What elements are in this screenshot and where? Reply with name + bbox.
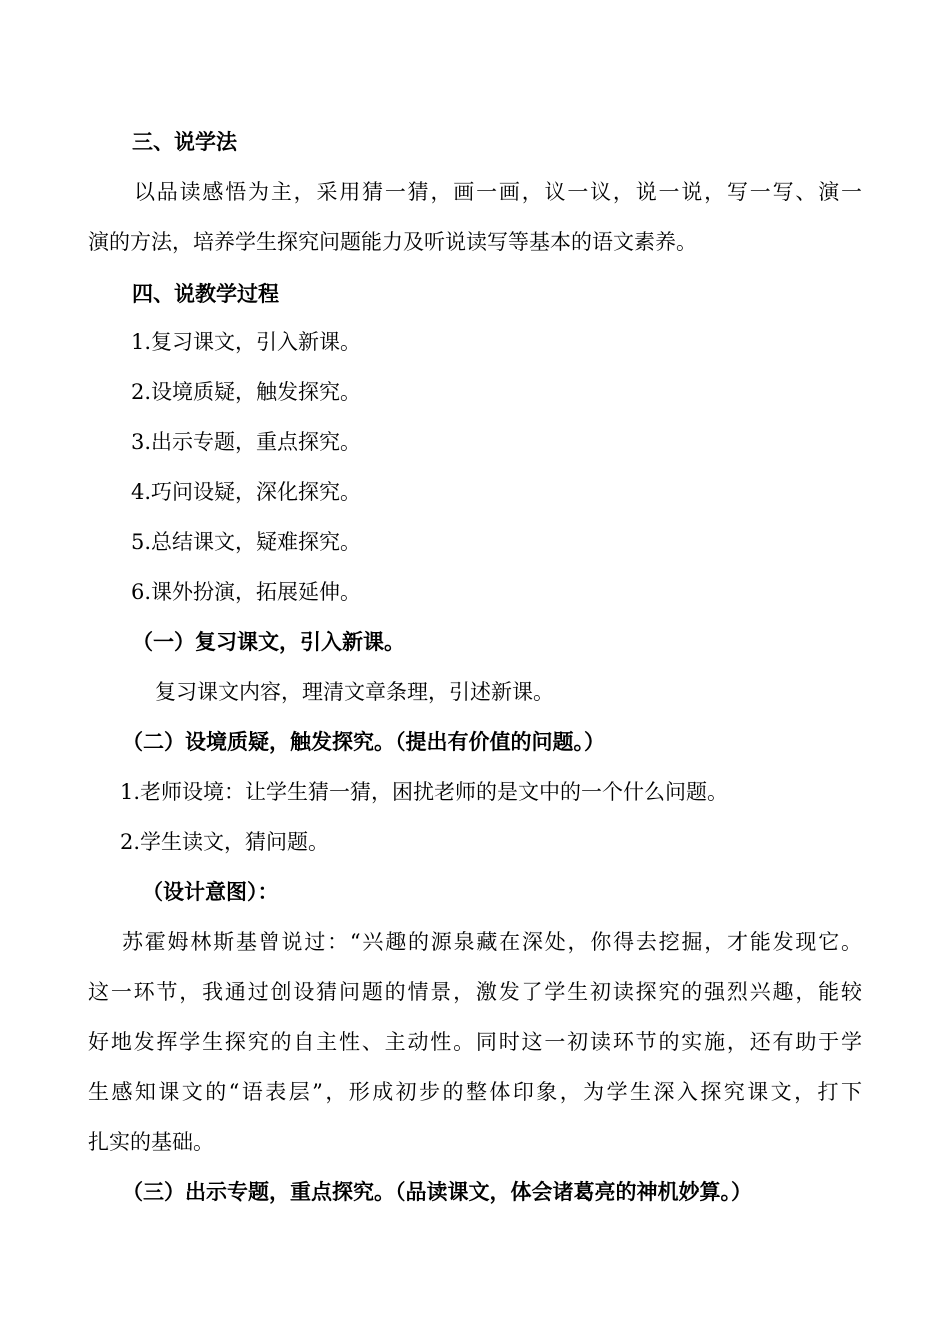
step-item: 5.总结课文，疑难探究。 [131,530,362,554]
step-item: 1.复习课文，引入新课。 [131,330,362,354]
part1-heading: （一）复习课文，引入新课。 [132,629,405,654]
section3-paragraph-line2: 演的方法，培养学生探究问题能力及听说读写等基本的语文素养。 [88,230,697,254]
step-item: 4.巧问设疑，深化探究。 [131,480,362,504]
design-intent-line: 好地发挥学生探究的自主性、主动性。同时这一初读环节的实施，还有助于学 [88,1030,862,1054]
section4-heading: 四、说教学过程 [132,281,279,306]
design-intent-line: 扎实的基础。 [88,1130,214,1154]
part2-item: 1.老师设境：让学生猜一猜，困扰老师的是文中的一个什么问题。 [120,780,729,804]
design-intent-heading: （设计意图）： [142,879,279,904]
design-intent-line: 苏霍姆林斯基曾说过：“兴趣的源泉藏在深处，你得去挖掘，才能发现它。 [122,930,862,954]
step-item: 2.设境质疑，触发探究。 [131,380,362,404]
part2-item: 2.学生读文，猜问题。 [120,830,330,854]
section3-paragraph-line1: 以品读感悟为主，采用猜一猜，画一画，议一议，说一说，写一写、演一 [134,180,862,204]
part1-body: 复习课文内容，理清文章条理，引述新课。 [155,680,554,704]
step-item: 6.课外扮演，拓展延伸。 [131,580,362,604]
design-intent-line: 这一环节，我通过创设猜问题的情景，激发了学生初读探究的强烈兴趣，能较 [88,980,862,1004]
section3-heading: 三、说学法 [132,129,237,154]
design-intent-line: 生感知课文的“语表层”，形成初步的整体印象，为学生深入探究课文，打下 [88,1080,862,1104]
part2-heading: （二）设境质疑，触发探究。（提出有价值的问题。） [122,729,605,754]
part3-heading: （三）出示专题，重点探究。（品读课文，体会诸葛亮的神机妙算。） [122,1179,752,1204]
step-item: 3.出示专题，重点探究。 [131,430,362,454]
